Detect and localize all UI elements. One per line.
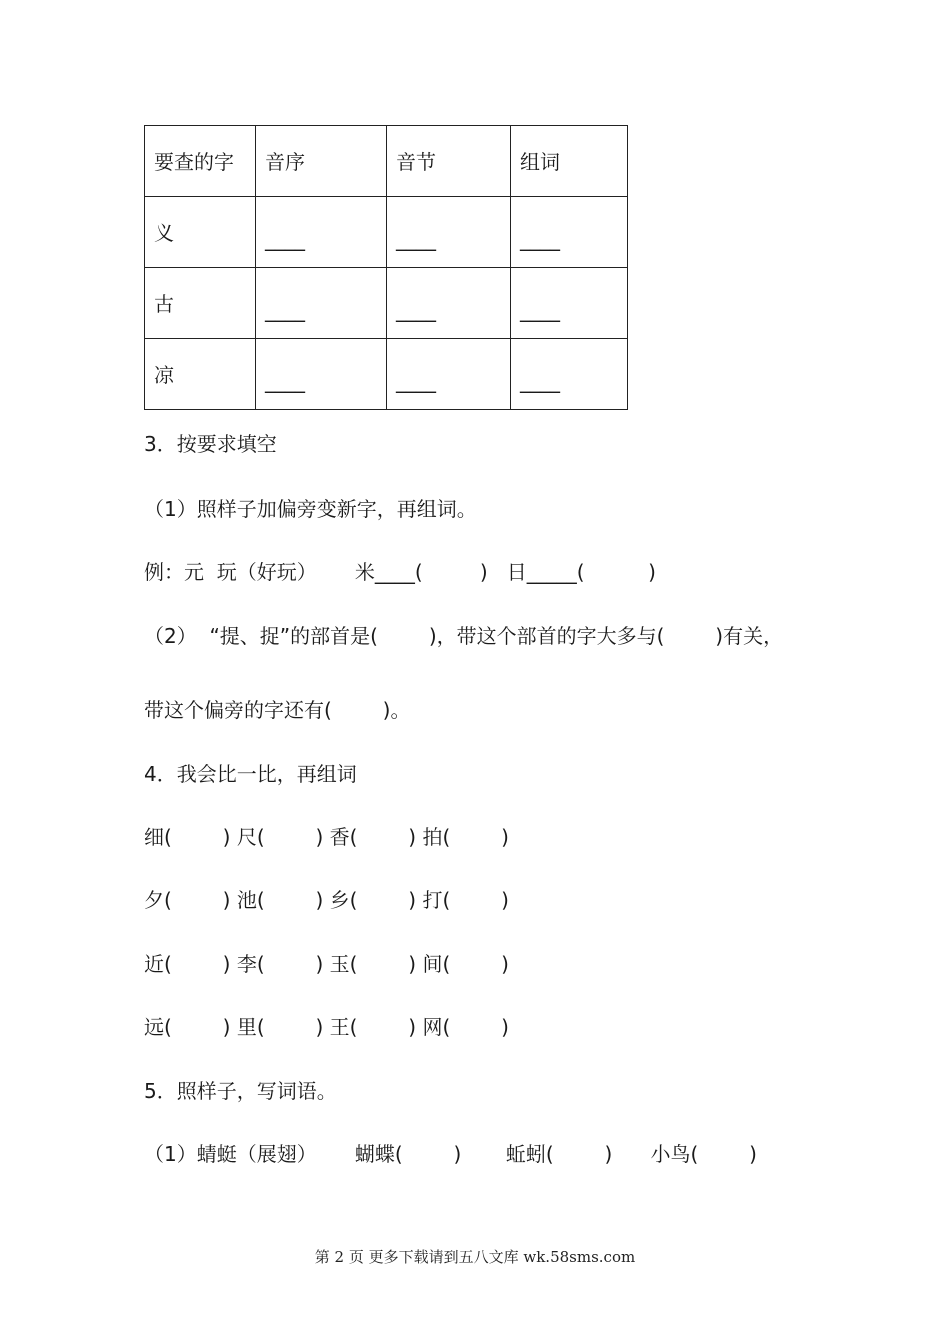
table-row — [145, 339, 628, 410]
table-cell-blank[interactable]: ____ — [511, 339, 628, 410]
question-3-part-2-line-1: （2） “提、捉”的部首是( )，带这个部首的字大多与( )有关， — [144, 624, 784, 648]
question-3-part-1: （1）照样子加偏旁变新字，再组词。 — [144, 497, 477, 521]
table-cell-blank[interactable]: ____ — [511, 268, 628, 339]
table-cell-blank[interactable]: ____ — [256, 339, 387, 410]
table-cell-blank[interactable]: ____ — [256, 197, 387, 268]
table-header-cell: 音节 — [387, 126, 511, 197]
question-3-example: 例：元 玩（好玩） 米____( ) 日_____( ) — [144, 560, 656, 584]
question-4-row: 近( ) 李( ) 玉( ) 间( ) — [144, 952, 509, 976]
table-cell-blank[interactable]: ____ — [256, 268, 387, 339]
table-row — [145, 268, 628, 339]
table-cell-blank[interactable]: ____ — [387, 197, 511, 268]
question-4-row: 夕( ) 池( ) 乡( ) 打( ) — [144, 888, 509, 912]
question-4-row: 细( ) 尺( ) 香( ) 拍( ) — [144, 825, 509, 849]
question-5-part-1: （1）蜻蜓（展翅） 蝴蝶( ) 蚯蚓( ) 小鸟( ) — [144, 1142, 757, 1166]
question-4-row: 远( ) 里( ) 王( ) 网( ) — [144, 1015, 509, 1039]
table-header-cell: 组词 — [511, 126, 628, 197]
table-header-cell: 要查的字 — [145, 126, 256, 197]
page-footer: 第 2 页 更多下载请到五八文库 wk.58sms.com — [314, 1248, 636, 1266]
table-row — [145, 197, 628, 268]
table-header-cell: 音序 — [256, 126, 387, 197]
table-cell-blank[interactable]: ____ — [511, 197, 628, 268]
dictionary-lookup-table — [144, 125, 628, 410]
table-header-row — [145, 126, 628, 197]
table-cell-blank[interactable]: ____ — [387, 339, 511, 410]
table-cell-blank[interactable]: ____ — [387, 268, 511, 339]
question-4-title: 4．我会比一比，再组词 — [144, 762, 357, 786]
question-3-part-2-line-2: 带这个偏旁的字还有( )。 — [144, 698, 411, 722]
table-cell-char: 义 — [145, 197, 256, 268]
question-5-title: 5．照样子，写词语。 — [144, 1079, 337, 1103]
question-3-title: 3．按要求填空 — [144, 432, 277, 456]
table-cell-char: 古 — [145, 268, 256, 339]
table-cell-char: 凉 — [145, 339, 256, 410]
